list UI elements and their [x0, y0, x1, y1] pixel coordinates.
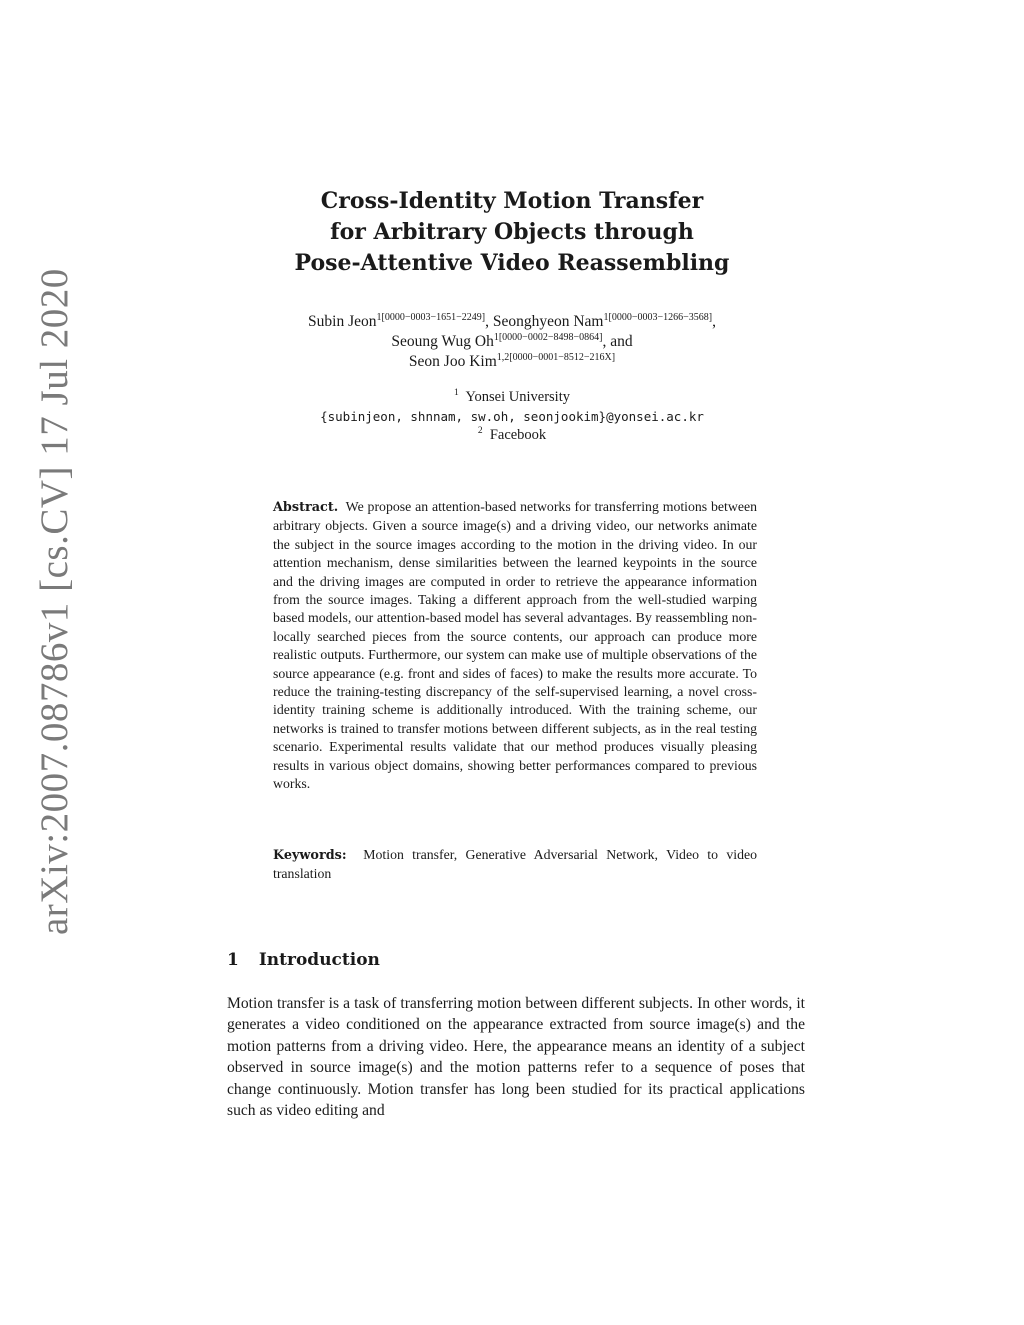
section-number: 1 [227, 950, 239, 970]
institution-name: Yonsei University [465, 389, 570, 405]
author-name: Seon Joo Kim [408, 353, 497, 370]
arxiv-identifier: arXiv:2007.08786v1 [cs.CV] 17 Jul 2020 [33, 268, 76, 935]
author-emails: {subinjeon, shnnam, sw.oh, seonjookim}@yonsei.ac.kr [320, 409, 704, 424]
keywords-label: Keywords: [273, 848, 347, 863]
affiliation-marker: 1 [454, 388, 459, 399]
keywords-text: Motion transfer, Generative Adversarial Network, Video to video translation [273, 847, 757, 882]
title-line-3: Pose-Attentive Video Reassembling [294, 250, 730, 276]
keywords [273, 846, 757, 884]
author-orcid: 1[0000−0003−1651−2249] [376, 311, 486, 323]
author-name: Seonghyeon Nam [492, 313, 604, 330]
affiliations [0, 388, 1024, 445]
author-name: Seoung Wug Oh [391, 333, 494, 350]
paper-title [0, 186, 1024, 279]
author-orcid: 1[0000−0003−1266−3568] [603, 311, 713, 323]
section-heading [227, 950, 380, 970]
title-line-1: Cross-Identity Motion Transfer [320, 188, 704, 214]
intro-paragraph: Motion transfer is a task of transferring motion between different subjects. In other words, it generates a video conditioned on the appearance extracted from source image(s) and the motion patterns from a driving video. Here, the appearance means an identity of a subject observed in source image(s) and the motion patterns refer to a sequence of poses that change continuously. Motion transfer has long been studied for its practical applications such as video editing and [227, 995, 805, 1120]
abstract-text: We propose an attention-based networks for transferring motions between arbitrary objects. Given a source image(s) and a driving video, our networks animate the subject in the source images according to the motion in the driving video. In our attention mechanism, dense similarities between the learned keypoints in the source and the driving images are computed in order to retrieve the appearance information from the source images. Taking a different approach from the well-studied warping based models, our attention-based model has several advantages. By reassembling non-locally searched pieces from the source contents, our approach can produce more realistic outputs. Furthermore, our system can make use of multiple observations of the source appearance (e.g. front and sides of faces) to make the results more accurate. To reduce the training-testing discrepancy of the self-supervised learning, a novel cross-identity training scheme is additionally introduced. With the training scheme, our networks is trained to transfer motions between different subjects, as in the real testing scenario. Experimental results validate that our method produces visually pleasing results in various object domains, showing better performances compared to previous works. [273, 499, 757, 792]
author-orcid: 1,2[0000−0001−8512−216X] [496, 351, 616, 363]
title-line-2: for Arbitrary Objects through [330, 219, 694, 245]
affiliation-marker: 2 [477, 426, 483, 437]
institution-name: Facebook [489, 427, 547, 443]
author-list [0, 312, 1024, 372]
abstract-label: Abstract. [273, 500, 339, 515]
author-orcid: 1[0000−0002−8498−0864] [493, 331, 603, 343]
author-line-2 [0, 332, 1024, 352]
affiliation-2 [0, 426, 1024, 445]
abstract [273, 498, 757, 794]
section-title: Introduction [258, 950, 380, 970]
author-conjunction: , and [602, 333, 633, 350]
author-name: Subin Jeon [308, 313, 377, 330]
affiliation-1 [0, 388, 1024, 407]
author-line-1: Subin Jeon$^{1[0000-0003-1651-2249]}$, Seonghyeon Nam$^{1[0000-0003-1266-3568]}$, [308, 311, 716, 330]
author-line-3 [0, 352, 1024, 372]
